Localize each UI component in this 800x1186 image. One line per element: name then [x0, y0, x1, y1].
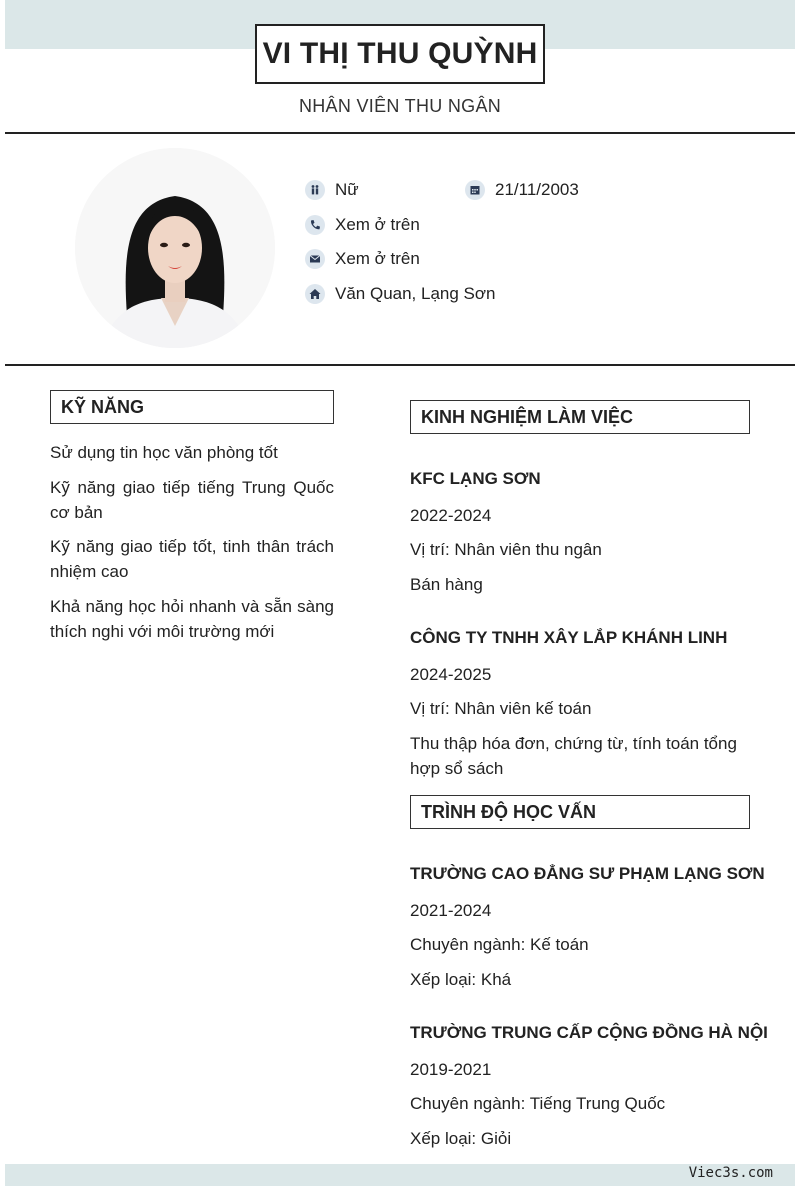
experience-org: CÔNG TY TNHH XÂY LẮP KHÁNH LINH — [410, 628, 728, 647]
footer-band — [5, 1164, 795, 1186]
experience-period: 2024-2025 — [410, 665, 492, 684]
experience-heading: KINH NGHIỆM LÀM VIỆC — [410, 400, 750, 434]
phone-value: Xem ở trên — [335, 215, 420, 234]
email-row — [305, 249, 420, 269]
envelope-icon — [305, 249, 325, 269]
portrait-photo — [75, 148, 275, 348]
education-major: Chuyên ngành: Tiếng Trung Quốc — [410, 1094, 666, 1113]
address-value: Văn Quan, Lạng Sơn — [335, 284, 496, 303]
birthdate-row — [465, 180, 579, 200]
footer-brand: Viec3s.com — [688, 1165, 773, 1181]
skill-item: Kỹ năng giao tiếp tốt, tinh thân trách nhiệm cao — [50, 537, 334, 581]
education-major: Chuyên ngành: Kế toán — [410, 935, 589, 954]
address-row — [305, 284, 496, 304]
candidate-name: VI THỊ THU QUỲNH — [255, 24, 545, 84]
education-school: TRƯỜNG TRUNG CẤP CỘNG ĐỒNG HÀ NỘI — [410, 1023, 768, 1042]
home-icon — [305, 284, 325, 304]
experience-role: Vị trí: Nhân viên thu ngân — [410, 540, 602, 559]
skill-item: Kỹ năng giao tiếp tiếng Trung Quốc cơ bản — [50, 478, 334, 522]
education-period: 2021-2024 — [410, 901, 492, 920]
gender-row — [305, 180, 359, 200]
avatar — [75, 148, 275, 348]
education-period: 2019-2021 — [410, 1060, 492, 1079]
experience-org: KFC LẠNG SƠN — [410, 469, 541, 488]
calendar-icon — [465, 180, 485, 200]
job-title: NHÂN VIÊN THU NGÂN — [298, 96, 502, 116]
phone-row — [305, 215, 420, 235]
gender-value: Nữ — [335, 180, 359, 199]
education-school: TRƯỜNG CAO ĐẲNG SƯ PHẠM LẠNG SƠN — [410, 864, 765, 883]
education-heading: TRÌNH ĐỘ HỌC VẤN — [410, 795, 750, 829]
divider-top — [5, 132, 795, 134]
education-grade: Xếp loại: Giỏi — [410, 1129, 512, 1148]
experience-role: Vị trí: Nhân viên kế toán — [410, 699, 592, 718]
birthdate-value: 21/11/2003 — [495, 180, 579, 199]
skill-item: Khả năng học hỏi nhanh và sẵn sàng thích nghi với môi trường mới — [50, 597, 334, 641]
skill-item: Sử dụng tin học văn phòng tốt — [50, 443, 278, 462]
gender-icon — [305, 180, 325, 200]
experience-desc: Thu thập hóa đơn, chứng từ, tính toán tổng hợp sổ sách — [410, 734, 737, 778]
phone-icon — [305, 215, 325, 235]
experience-period: 2022-2024 — [410, 506, 492, 525]
email-value: Xem ở trên — [335, 249, 420, 268]
skills-heading: KỸ NĂNG — [50, 390, 334, 424]
experience-desc: Bán hàng — [410, 575, 483, 594]
education-grade: Xếp loại: Khá — [410, 970, 512, 989]
divider-middle — [5, 364, 795, 366]
